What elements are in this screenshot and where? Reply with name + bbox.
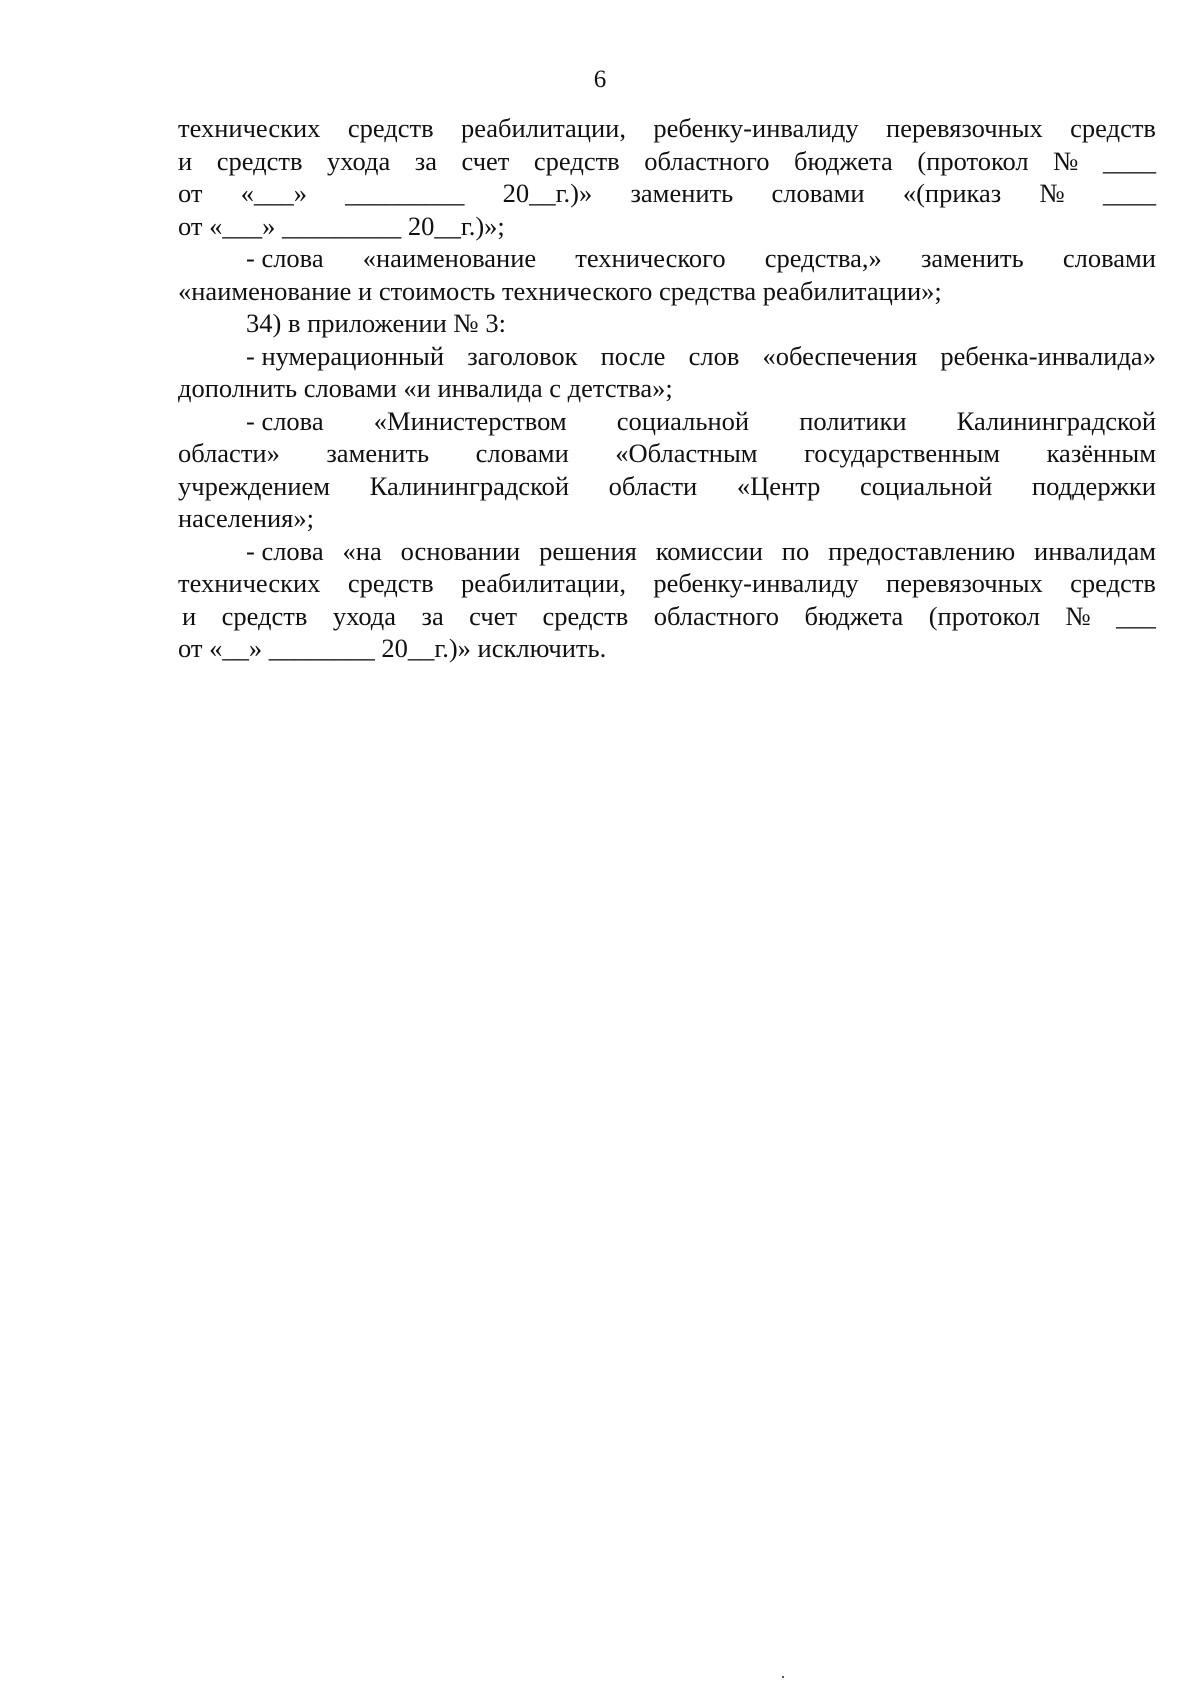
text-line [178,340,1156,373]
text-word: словами [1062,243,1156,273]
text-word: ухода [332,600,397,631]
text-word: после [600,340,666,371]
text-line [178,502,1156,535]
text-word: счет [461,145,510,176]
text-word: социальной [860,470,993,501]
text-word: бюджета [794,145,893,176]
text-word: средств [221,600,308,631]
text-word: № [1065,600,1091,631]
text-word: ребенку-инвалиду [653,113,859,143]
text-word: «(приказ [902,178,1002,208]
text-word: учреждением [178,470,331,501]
text-word: государственным [804,438,1001,468]
text-line [178,632,1156,665]
text-word: социальной [616,405,750,436]
text-word: поддержки [1031,470,1156,501]
text-word: за [421,600,444,631]
text-word: казённым [1046,438,1156,468]
text-word: предоставлению [828,535,1016,566]
text-word: бюджета [804,600,904,631]
text-word: населения»; [178,503,314,533]
text-line [178,372,1156,405]
text-word: «на [342,535,382,566]
text-word: средств [542,600,629,631]
text-word: реабилитации, [460,568,626,598]
text-word: - слова [246,243,324,273]
text-word: ____ [1102,178,1156,208]
text-word: заменить [326,438,430,468]
text-word: ребенку-инвалиду [653,568,859,598]
text-word: перевязочных [886,113,1043,143]
text-line [178,405,1156,438]
text-word: технических [178,113,321,143]
text-line [178,535,1156,568]
text-word: 20__г.)» [502,178,593,208]
text-word: средств [347,113,434,143]
text-word: «обеспечения [762,340,918,371]
text-word: решения [539,535,637,566]
text-word: ___ [1116,600,1156,631]
text-word: счет [469,600,518,631]
text-word: «Центр [736,470,821,501]
text-line [178,145,1156,178]
text-word: ребенка-инвалида» [940,340,1156,371]
text-line [178,210,1156,243]
text-word: 34) в приложении № 3: [246,308,506,338]
text-word: _________ [345,178,465,208]
text-word: - слова [246,405,324,436]
text-word: средств [347,568,434,598]
text-word: средств [216,145,303,176]
text-line [178,275,1156,308]
text-word: (протокол [917,145,1029,176]
text-word: средства,» [764,243,882,273]
text-word: ____ [1102,145,1156,176]
text-word: средств [1070,568,1156,598]
text-word: реабилитации, [460,113,626,143]
text-line [178,307,1156,340]
text-word: от «__» ________ 20__г.)» исключить. [178,633,607,663]
page-number: 6 [593,66,607,93]
text-word: заголовок [467,340,578,371]
text-word: перевязочных [886,568,1043,598]
text-word: технического [575,243,726,273]
text-word: «наименование и стоимость технического средства реабилитации»; [178,275,942,306]
text-word: № [1053,145,1079,176]
text-word: словами [771,178,865,208]
text-word: политики [799,405,907,436]
text-line [178,242,1156,275]
text-word: «Областным [615,438,758,468]
text-line [178,470,1156,503]
text-word: - нумерационный [246,340,445,371]
text-line [178,600,1156,633]
text-line [178,437,1156,470]
text-word: средств [1070,113,1156,143]
text-word: заменить [630,178,734,208]
text-word: слов [688,340,740,371]
text-word: «___» [240,178,307,208]
text-word: областного [644,145,770,176]
text-word: Калининградской [956,405,1156,436]
text-word: «Министерством [373,405,567,436]
text-word: инвалидам [1034,535,1156,566]
text-word: Калининградской [369,470,570,501]
text-word: технических [178,568,321,598]
text-word: - слова [246,535,324,566]
text-word: за [414,145,437,176]
text-word: области [608,470,698,501]
text-line [178,567,1156,600]
text-word: основании [400,535,521,566]
text-word: ухода [326,145,391,176]
text-line [178,177,1156,210]
text-word: областного [653,600,780,631]
text-word: и [178,145,193,176]
document-body [178,112,1156,665]
text-word: по [781,535,810,566]
text-word: словами [475,438,569,468]
text-word: от «___» _________ 20__г.)»; [178,210,505,241]
text-word: заменить [920,243,1024,273]
text-word: области» [178,438,280,468]
scan-artifact [782,1676,784,1678]
text-word: от [178,178,203,208]
text-word: и [182,600,197,631]
text-word: (протокол [928,600,1040,631]
text-line [178,112,1156,145]
text-word: «наименование [362,243,537,273]
text-word: средств [533,145,620,176]
text-word: № [1039,178,1065,208]
text-word: комиссии [655,535,763,566]
text-word: дополнить словами «и инвалида с детства»; [178,373,673,403]
